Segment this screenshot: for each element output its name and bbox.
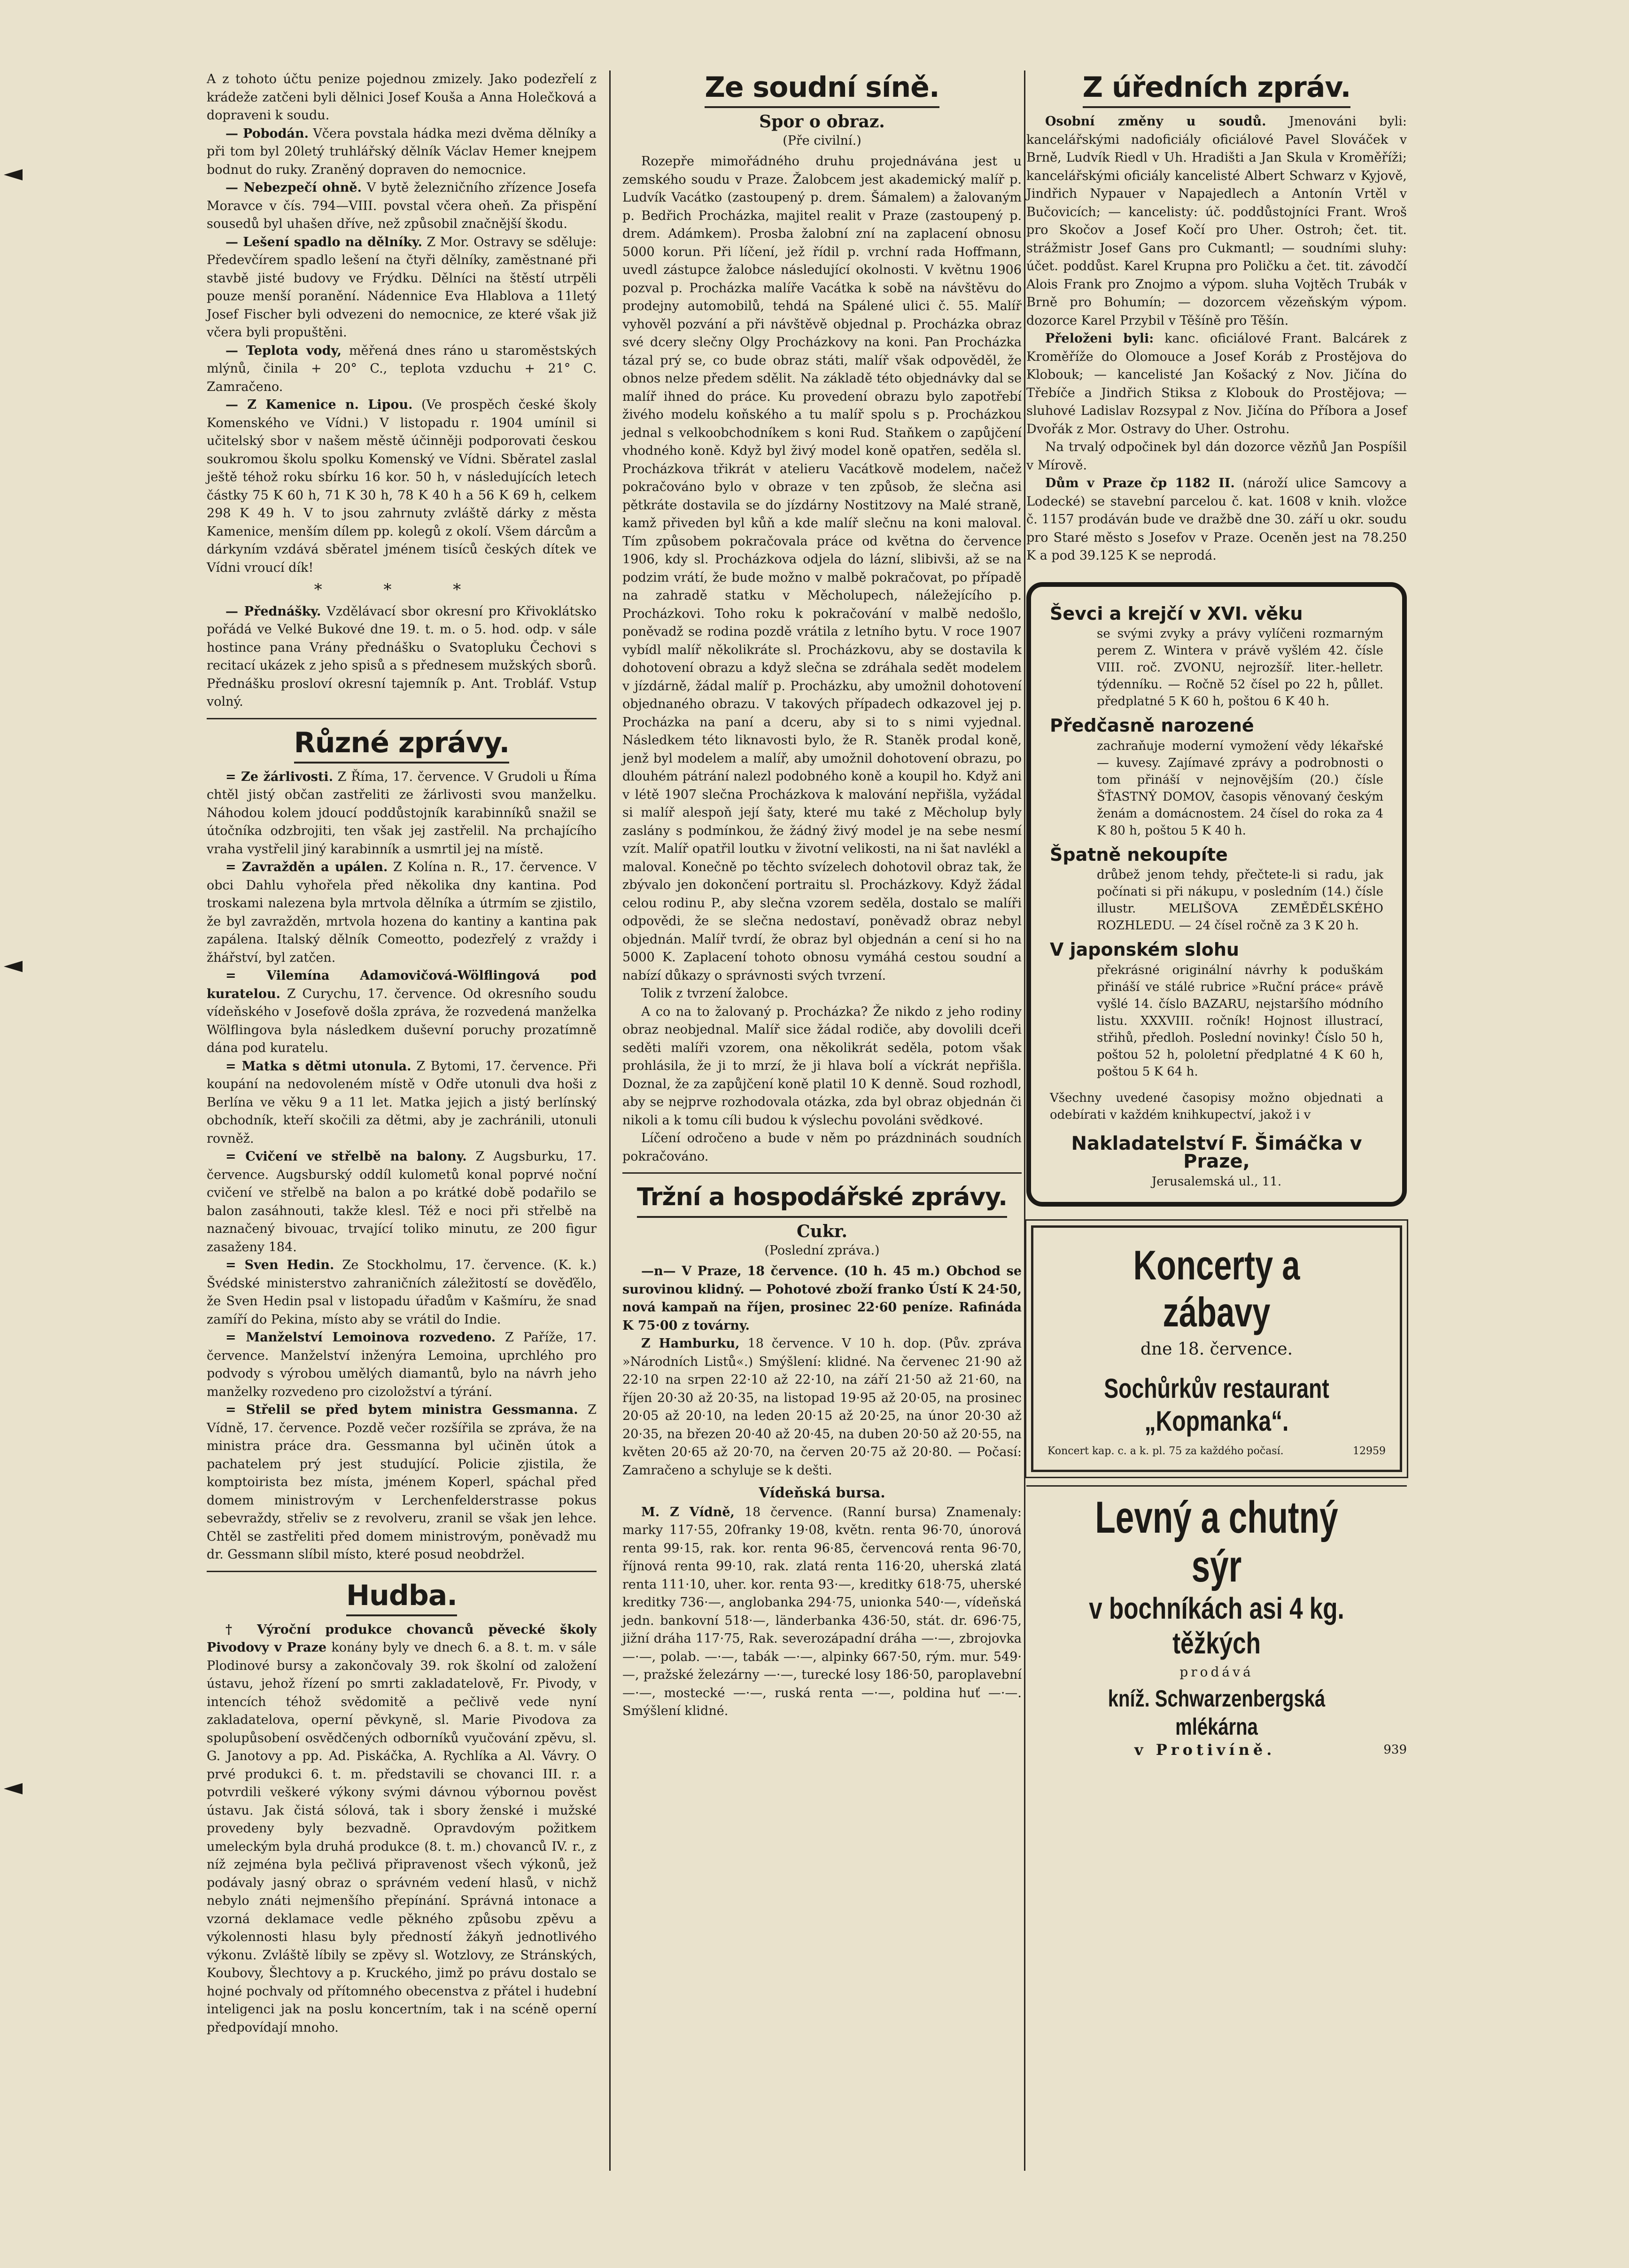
ad-number: 12959 xyxy=(1353,1445,1386,1457)
article-text: Přeloženi byli: kanc. oficiálové Frant. Balcárek z Kroměříže do Olomouce a Josef Koráb z Prostějova do Klobouk; — kancelisté Jan Košacký z Nov. Jičína do Třebíče a Jindřich Stiksa z Klobouk do Prostějova; — sluhové Ladislav Rozsypal z Nov. Jičína do Příbora a Josef Dvořák z Mor. Ostravy do Uher. Ostrohu. xyxy=(1026,331,1407,436)
cheese-ad-place: v Protivíně. xyxy=(1134,1740,1276,1759)
column-rule xyxy=(1024,70,1025,2171)
article-text: Dům v Praze čp 1182 II. (nároží ulice Samcovy a Lodecké) se stavební parcelou č. kat. 1608 v knih. vložce č. 1157 prodáván bude ve dražbě dne 30. září u okr. soudu pro Staré město s Josefov v Praze. Oceněn jest na 78.250 K a pod 39.125 K se neprodá. xyxy=(1026,476,1407,563)
ad-text: se svými zvyky a právy vylíčeni rozmarným perem Z. Wintera v právě vyšlém 42. čísle VIII. roč. ZVONU, nejrozšíř. liter.-helletr. týdenníku. — Ročně 52 čísel po 22 h, půllet. předplatné 5 K 60 h, poštou 6 K 40 h. xyxy=(1097,627,1383,709)
restaurant-name: Sochůrkův restaurant xyxy=(1104,1373,1329,1404)
section-divider xyxy=(207,1571,597,1572)
cheese-ad-line: prodává xyxy=(1179,1664,1254,1680)
article-text: — Pobodán. Včera povstala hádka mezi dvěma dělníky a při tom byl 20letý truhlářský dělník Václav Hemer knejpem bodnut do ruky. Zraněný dopraven do nemocnice. xyxy=(207,126,597,177)
article-text: Rozepře mimořádného druhu projednávána jest u zemského soudu v Praze. Žalobcem jest akademický malíř p. Ludvík Vacátko (zastoupený p. drem. Šámalem) a žalovaným p. Bedřich Procházka, majitel realit v Praze (zastoupený p. drem. Adámkem). Prosba žalobní zní na zaplacení obnosu 5000 korun. Při líčení, jež řídil p. vrchní rada Hoffmann, uvedl zástupce žalobce následující okolnosti. V květnu 1906 pozval p. Procházka malíře Vacátka k sobě na návštěvu do prodejny automobilů, tehdá na Spálené ulici č. 55. Malíř vyhověl pozvání a při návštěvě objednal p. Procházka obraz své dcery slečny Olgy Procházkovy na koni. Pan Procházka tázal prý se, co bude obraz státi, malíř však odpověděl, že obnos nelze předem sdělit. Na základě této objednávky dal se malíř ihned do práce. Ku provedení obrazu bylo zapotřebí živého modelu koňského a tu malíř spolu s p. Procházkou jednal s velkoobchodníkem s koni Rud. Staňkem o zapůjčení vhodného koně. Když byl živý model koně opatřen, seděla sl. Procházkova třikrát v atelieru Vacátkově modelem, načež pokračováno bylo v obraze v ten způsob, že slečna asi pětkráte dostavila se do jízdárny Nostitzovy na Malé straně, kamž přiveden byl kůň a kde malíř slečnu na koni maloval. Tím způsobem pokračovala práce od května do července 1906, kdy sl. Procházkova odjela do lázní, slibivši, až se na podzim vrátí, že bude možno v malbě pokračovat, po případě na zahradě statku v Měcholupech, náležejícího p. Procházkovi. Toho roku k pokračování v malbě nedošlo, poněvadž se rodina pozdě vrátila z letního bytu. V roce 1907 vybídl malíř několikráte sl. Procházkovu, aby se dostavila k dohotovení obrazu a když slečna se zdráhala sedět modelem v jízdárně, žádal malíř p. Procházku, aby umožnil dohotovení objednaného obrazu. V takových případech odkazovel jej p. Procházka na paní a dceru, aby si to s nimi vyjednal. Následkem této liknavosti bylo, že R. Staněk prodal koně, jenž byl modelem a malíř, aby umožnil dohotovení obrazu, po dlouhém pátrání nalezl podobného koně a koupil ho. Když ani v létě 1907 slečna Procházkova k malování nepřišla, vyžádal si malíř alespoň její šaty, které mu také z Měcholup byly zaslány s podmínkou, že žádný živý model je na sebe nesmí vzít. Malíř opatřil loutku v životní velikosti, na ni šat navlékl a maloval. Konečně po těchto svízelech dohotovil obraz tak, že zbývalo jen dokončení portraitu sl. Procházkovy. Když žádal celou rodinu P., aby slečna vzorem seděla, dostalo se malíři odpovědi, že se slečna nedostaví, poněvadž obraz nebyl objednán. Malíř tvrdí, že obraz byl objednán a cení si ho na 5000 K. Zaplacení tohoto obnosu vymáhá cestou soudní a nabízí důkazy o správnosti svých tvrzení. xyxy=(622,154,1022,983)
margin-arrow xyxy=(4,1783,23,1794)
article-text: = Cvičení ve střelbě na balony. Z Augsburku, 17. července. Augsburský oddíl kulometů konal poprvé noční cvičení ve střelbě na balon a po krátké době podařilo se balon zasáhnouti, takže klesl. Též e noci při střelbě na naznačený bivouac, trvající toliko minutu, ze 200 figur zasaženy 184. xyxy=(207,1149,597,1255)
article-text: Z Hamburku, 18 července. V 10 h. dop. (Pův. zpráva »Národních Listů«.) Smýšlení: klidné. Na červenec 21·90 až 22·10 na srpen 22·10 až 22·10, na září 21·50 až 21·60, na říjen 20·30 až 20·35, na listopad 19·95 až 20·05, na prosinec 20·05 až 20·10, na leden 20·15 až 20·25, na únor 20·30 až 20·35, na březen 20·40 až 20·45, na duben 20·50 až 20·55, na květen 20·65 až 20·70, na červen 20·75 až 20·80. — Počasí: Zamračeno a schyluje se k dešti. xyxy=(622,1336,1022,1478)
article-subtitle: (Poslední zpráva.) xyxy=(764,1243,880,1258)
article-text: —n— V Praze, 18 července. (10 h. 45 m.) Obchod se surovinou klidný. — Pohotové zboží franko Ústí K 24·50, nová kampaň na říjen, prosinec 22·60 peníze. Rafináda K 75·00 z továrny. xyxy=(622,1264,1022,1333)
ad-text: zachraňuje moderní vymožení vědy lékařské — kuvesy. Zajímavé zprávy a podrobnosti o tom přináší v nejnovějším (20.) čísle ŠŤASTNÝ DOMOV, časopis věnovaný českým ženám a domácnostem. 24 čísel do roka za 4 K 80 h, poštou 5 K 40 h. xyxy=(1097,739,1383,838)
article-text: Na trvalý odpočinek byl dán dozorce vězňů Jan Pospíšil v Mírově. xyxy=(1026,440,1407,473)
cheese-ad-dairy: kníž. Schwarzenbergská mlékárna xyxy=(1108,1685,1326,1740)
article-text: — Nebezpečí ohně. V bytě železničního zřízence Josefa Moravce v čís. 794—VIII. povstal včera oheň. Za přispění sousedů byl uhašen dříve, než způsobil značnější škodu. xyxy=(207,180,597,231)
article-text: = Sven Hedin. Ze Stockholmu, 17. července. (K. k.) Švédské ministerstvo zahraničních záležitostí se dověďělo, že Sven Hedin psal v listopadu úřadům v Kašmíru, že snad zamíří do Pekina, místo aby se vrátil do Indie. xyxy=(207,1258,597,1327)
ad-footer: Všechny uvedené časopisy možno objednati a odebírati v každém knihkupectví, jakož i v xyxy=(1050,1091,1383,1122)
article-subtitle: (Pře civilní.) xyxy=(783,133,861,148)
article-title: Vídeňská bursa. xyxy=(759,1485,885,1501)
article-text: Tolik z tvrzení žalobce. xyxy=(641,986,789,1001)
article-text: = Manželství Lemoinova rozvedeno. Z Paříže, 17. července. Manželství inženýra Lemoina, uprchlého pro podvody s výrobou umělých diamantů, bylo na návrh jeho manželky rozvedeno pro cizoložství a týrání. xyxy=(207,1330,597,1399)
concert-heading: Koncerty a zábavy xyxy=(1133,1242,1300,1335)
restaurant-title: „Kopmanka“. xyxy=(1144,1405,1289,1437)
article-text: = Vilemína Adamovičová-Wölflingová pod kuratelou. Z Curychu, 17. července. Od okresního soudu vídeňského v Josefově došla zpráva, že rozvedená manželka Wölflingova byla následkem duševní poruchy prozatímně dána pod kuratelu. xyxy=(207,968,597,1055)
article-text: — Z Kamenice n. Lipou. (Ve prospěch české školy Komenského ve Vídni.) V listopadu r. 1904 umínil si učitelský sbor v našem městě účinněji podporovati českou soukromou školu spolku Komenský ve Vídni. Sběratel zaslal ještě téhož roku sbírku 16 kor. 50 h, v následujících letech částky 75 K 60 h, 71 K 30 h, 78 K 40 h a 56 K 69 h, celkem 298 K 49 h. V to jsou zahrnuty zvláště dárky z města Kamenice, menším dílem pp. kolegů z okolí. Všem dárcům a dárkyním vzdává sběratel jménem tisíců českých dítek ve Vídni vroucí dík! xyxy=(207,397,597,575)
section-stars: * * * xyxy=(314,580,489,599)
section-heading: Ze soudní síně. xyxy=(622,70,1022,108)
margin-arrow xyxy=(4,169,23,180)
article-text: Osobní změny u soudů. Jmenováni byli: kancelářskými nadoficiály oficiálové Pavel Slováček v Brně, Ludvík Riedl v Uh. Hradišti a Jan Skula v Kroměříži; kancelářskými oficiály kancelisté Albert Schwarz v Kyjově, Jindřich Nypauer v Napajedlech a Antonín Vrtěl v Bučovicích; — kancelisty: úč. poddůstojníci Frant. Wroš pro Skočov a Josef Kočí pro Uher. Ostroh; čet. tit. strážmistr Josef Gans pro Cukmantl; — soudními sluhy: účet. poddůst. Karel Krupna pro Poličku a čet. tit. závodčí Alois Frank pro Znojmo a výpom. sluha Vojtěch Trubák v Brně pro Bohumín; — dozorcem vězeňským výpom. dozorce Karel Przybil v Těšíně pro Těšín. xyxy=(1026,114,1407,328)
article-text: A co na to žalovaný p. Procházka? Že nikdo z jeho rodiny obraz neobjednal. Malíř sice žádal rodiče, aby dovolili dceři seděti malíři vzorem, ona několikrát seděla, potom však prohlásila, že ji to mrzí, že ji hlava bolí a víckrát nepřišla. Doznal, že za zapůjčení koně platil 10 K denně. Soud rozhodl, aby se nejprve rozhodovala otázka, zda byl obraz objednán či nikoli a k tomu cíli budou k výslechu povoláni svědkové. xyxy=(622,1004,1022,1128)
ad-heading: V japonském slohu xyxy=(1050,939,1239,960)
article-text: — Přednášky. Vzdělávací sbor okresní pro Křivoklátsko pořádá ve Velké Bukové dne 19. t. m. o 5. hod. odp. v sále hostince pana Vrány přednášku o Svatopluku Čechovi s recitací ukázek z jeho spisů a s přednesem mužských sborů. Přednášku prosloví okresní tajemník p. Ant. Trobláf. Vstup volný. xyxy=(207,604,597,709)
section-divider xyxy=(207,718,597,719)
publisher-name: Nakladatelství F. Šimáčka v Praze, xyxy=(1071,1132,1362,1172)
article-text: M. Z Vídně, 18 července. (Ranní bursa) Znamenaly: marky 117·55, 20franky 19·08, květn. renta 96·70, únorová renta 99·15, rak. kor. renta 96·85, červencová renta 96·70, říjnová renta 99·10, rak. zlatá renta 116·20, uherská zlatá renta 111·10, uher. kor. renta 93·—, kreditky 618·75, uherské kreditky 736·—, anglobanka 294·75, unionka 540·—, vídeňská jedn. bankovní 518·—, länderbanka 436·50, stát. dr. 696·75, jižní dráha 117·75, Rak. severozápadní dráha —·—, zbrojovka —·—, polab. —·—, tabák —·—, alpinky 667·50, rým. mur. 549·—, pražské železárny —·—, turecké losy 186·50, paroplavební —·—, mostecké —·—, ruská renta —·—, poldina huť —·—. Smýšlení klidné. xyxy=(622,1504,1022,1718)
article-text: — Lešení spadlo na dělníky. Z Mor. Ostravy se sděluje: Předevčírem spadlo lešení na čtyři dělníky, zaměstnané při stavbě jisté budovy ve Frýdku. Dělníci na štěstí utrpěli pouze menší poranění. Nádennice Eva Hlablova a 11letý Josef Fischer byli odvezeni do nemocnice, ze které však již včera byli propuštěni. xyxy=(207,234,597,340)
cheese-ad-bottom xyxy=(1026,1741,1407,1759)
article-title: Cukr. xyxy=(797,1222,847,1241)
ad-number: 939 xyxy=(1383,1742,1407,1757)
ad-text: drůbež jenom tehdy, přečtete-li si radu, jak počínati si při nákupu, v posledním (14.) čísle illustr. MELIŠOVA ZEMĚDĚLSKÉHO ROZHLEDU. — 24 čísel ročně za 3 K 20 h. xyxy=(1097,868,1383,933)
article-text: = Ze žárlivosti. Z Říma, 17. července. V Grudoli u Říma chtěl jistý občan zastřeliti ze žárlivosti svou manželku. Náhodou kolem jdoucí poddůstojník karabinníků snažil se útočníka odzbrojiti, ten však jej zastřelil. Na prchajícího vraha vystřelil jiný karabinník a usmrtil jej na místě. xyxy=(207,769,597,857)
column-right xyxy=(1026,70,1407,1759)
ad-heading: Špatně nekoupíte xyxy=(1050,844,1228,865)
margin-arrow xyxy=(4,961,23,972)
article-text: = Matka s dětmi utonula. Z Bytomi, 17. července. Při koupání na nedovoleném místě v Odře utonuli dva hoši z Berlína ve věku 9 a 11 let. Matka jejich a jistý berlínský obchodník, kteří skočili za dětmi, aby je zachránili, utonuli rovněž. xyxy=(207,1059,597,1146)
ad-heading: Předčasně narozené xyxy=(1050,715,1254,736)
column-left xyxy=(207,70,597,2037)
section-heading: Tržní a hospodářské zprávy. xyxy=(622,1180,1022,1218)
cheese-ad-line: v bochníkách asi 4 kg. těžkých xyxy=(1089,1591,1344,1660)
article-text: = Zavražděn a upálen. Z Kolína n. R., 17. července. V obci Dahlu vyhořela před několika dny kantina. Pod troskami nalezena byla mrtvola dělníka a útrmím se zjistilo, že byl zavražděn, mrtvola hozena do kantiny a kantina pak zapálena. Italský dělník Comeotto, podezřelý z vraždy i žhářství, byl zatčen. xyxy=(207,860,597,965)
column-rule xyxy=(609,70,611,2171)
section-heading: Různé zprávy. xyxy=(207,726,597,764)
concert-date: dne 18. července. xyxy=(1140,1340,1293,1359)
publisher-address: Jerusalemská ul., 11. xyxy=(1151,1174,1282,1189)
concert-note-row xyxy=(1047,1442,1386,1461)
section-heading: Z úředních zpráv. xyxy=(1026,70,1407,108)
article-text: A z tohoto účtu penize pojednou zmizely. Jako podezřelí z krádeže zatčeni byli dělnici Josef Kouša a Anna Holečková a dopraveni k soudu. xyxy=(207,72,597,123)
cheese-ad-heading: Levný a chutný sýr xyxy=(1095,1492,1338,1591)
section-divider xyxy=(622,1172,1022,1174)
section-divider xyxy=(1026,1485,1407,1487)
article-text: = Střelil se před bytem ministra Gessmanna. Z Vídně, 17. července. Pozdě večer rozšířila se zpráva, že na ministra práce dra. Gessmanna byl učiněn útok a pachatelem prý jest studující. Policie zjistila, že komptoirista bez místa, jménem Koperl, spáchal před domem ministrovým v Lerchenfelderstrasse pokus sebevraždy, střeliv se z revolveru, zranil se však jen lehce. Chtěl se zastřeliti před domem ministrovým, poněvadž mu dr. Gessmann slíbil místo, které posud neobdržel. xyxy=(207,1403,597,1562)
column-middle xyxy=(622,70,1022,1721)
article-text: — Teplota vody, měřená dnes ráno u staroměstských mlýnů, činila + 20° C., teplota vzduchu + 21° C. Zamračeno. xyxy=(207,343,597,394)
ad-text: překrásné originální návrhy k poduškám přináší ve stálé rubrice »Ruční práce« právě vyšlé 14. číslo BAZARU, nejstaršího módního listu. XXXVIII. ročník! Hojnost illustrací, střihů, předloh. Poslední novinky! Číslo 50 h, poštou 52 h, pololetní předplatné 4 K 60 h, poštou 5 K 64 h. xyxy=(1097,963,1383,1079)
ad-heading: Ševci a krejčí v XVI. věku xyxy=(1050,603,1303,624)
concert-note: Koncert kap. c. a k. pl. 75 za každého počasí. xyxy=(1047,1445,1284,1457)
article-title: Spor o obraz. xyxy=(759,112,885,132)
advertisement-box xyxy=(1026,582,1407,1207)
article-text: Líčení odročeno a bude v něm po prázdninách soudních pokračováno. xyxy=(622,1131,1022,1164)
concert-ad-frame xyxy=(1031,1225,1402,1472)
article-text: † Výroční produkce chovanců pěvecké školy Pivodovy v Praze konány byly ve dnech 6. a 8. t. m. v sále Plodinové bursy a zakončovaly 39. rok školní od založení ústavu, jehož řízení po smrti zakladatelově, Fr. Pivody, v intencích téhož svědomitě a pečlivě vede nyní zakladatelova, operní pěvkyně, sl. Marie Pivodova za spolupůsobení osvědčených odborníků vyučování zpěvu, sl. G. Janotovy a pp. Ad. Piskáčka, A. Rychlíka a Al. Vávry. O prvé produkci 6. t. m. představili se chovanci III. r. a potvrdili veškeré výkony svými dávnou výbornou pověst ústavu. Jak čistá sólová, tak i sbory ženské i mužské provedeny byly bezvadně. Opravdovým požitkem umeleckým byla druhá produkce (8. t. m.) chovanců IV. r., z níž zejména byla pečlivá připravenost všech výkonů, jež podávaly jasný obraz o správném vedení hlasů, v nichž nebylo znáti nejmenšího přepínání. Správná intonace a vzorná deklamace vedle pěkného způsobu zpěvu a výkolennosti hlasu byly předností žákyň jednotlivého výkonu. Zvláště líbily se zpěvy sl. Wotzlovy, ze Stránských, Koubovy, Šlechtovy a p. Kruckého, jimž po právu dostalo se hojné pochvaly od přítomného obecenstva z přátel i hudební inteligenci jak na poslu koncertním, tak i na scéně operní předpovídají mnoho. xyxy=(207,1622,597,2035)
section-heading: Hudba. xyxy=(207,1579,597,1616)
